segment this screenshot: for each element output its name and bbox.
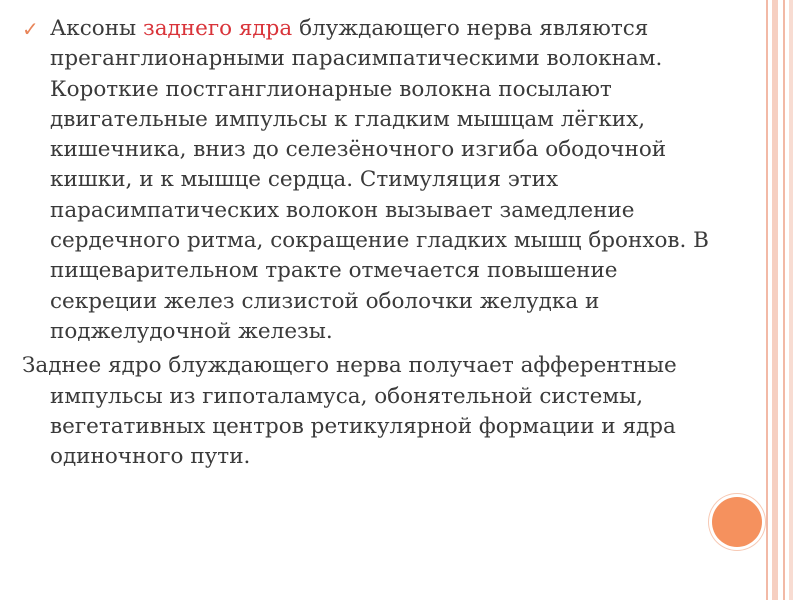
checkmark-icon: ✓ [22,17,39,41]
paragraph-main [22,14,722,347]
paragraph-secondary [22,351,722,472]
decorative-line [783,0,785,600]
decorative-line [789,0,793,600]
highlight-term: заднего ядра [142,16,293,41]
paragraph-rest: блуждающего нерва являются преганглионарными парасимпатическими волокнам. Короткие постганглионарные волокна посылают двигательные импульсы к гладким мышцам лёгких, кишечника, вниз до селезёночного изгиба ободочной кишки, и к мышце сердца. Стимуляция этих парасимпатических волокон вызывает замедление сердечного ритма, сокращение гладких мышц бронхов. В пищеварительном тракте отмечается повышение секреции желез слизистой оболочки желудка и поджелудочной железы. [50,16,709,344]
paragraph-lead: Аксоны [50,16,143,41]
decorative-line [772,0,778,600]
decorative-circle [712,497,762,547]
paragraph-secondary-text: Заднее ядро блуждающего нерва получает афферентные импульсы из гипоталамуса, обонятельной системы, вегетативных центров ретикулярной формации и ядра одиночного пути. [22,353,677,470]
slide-content [22,14,722,472]
decorative-line [766,0,768,600]
